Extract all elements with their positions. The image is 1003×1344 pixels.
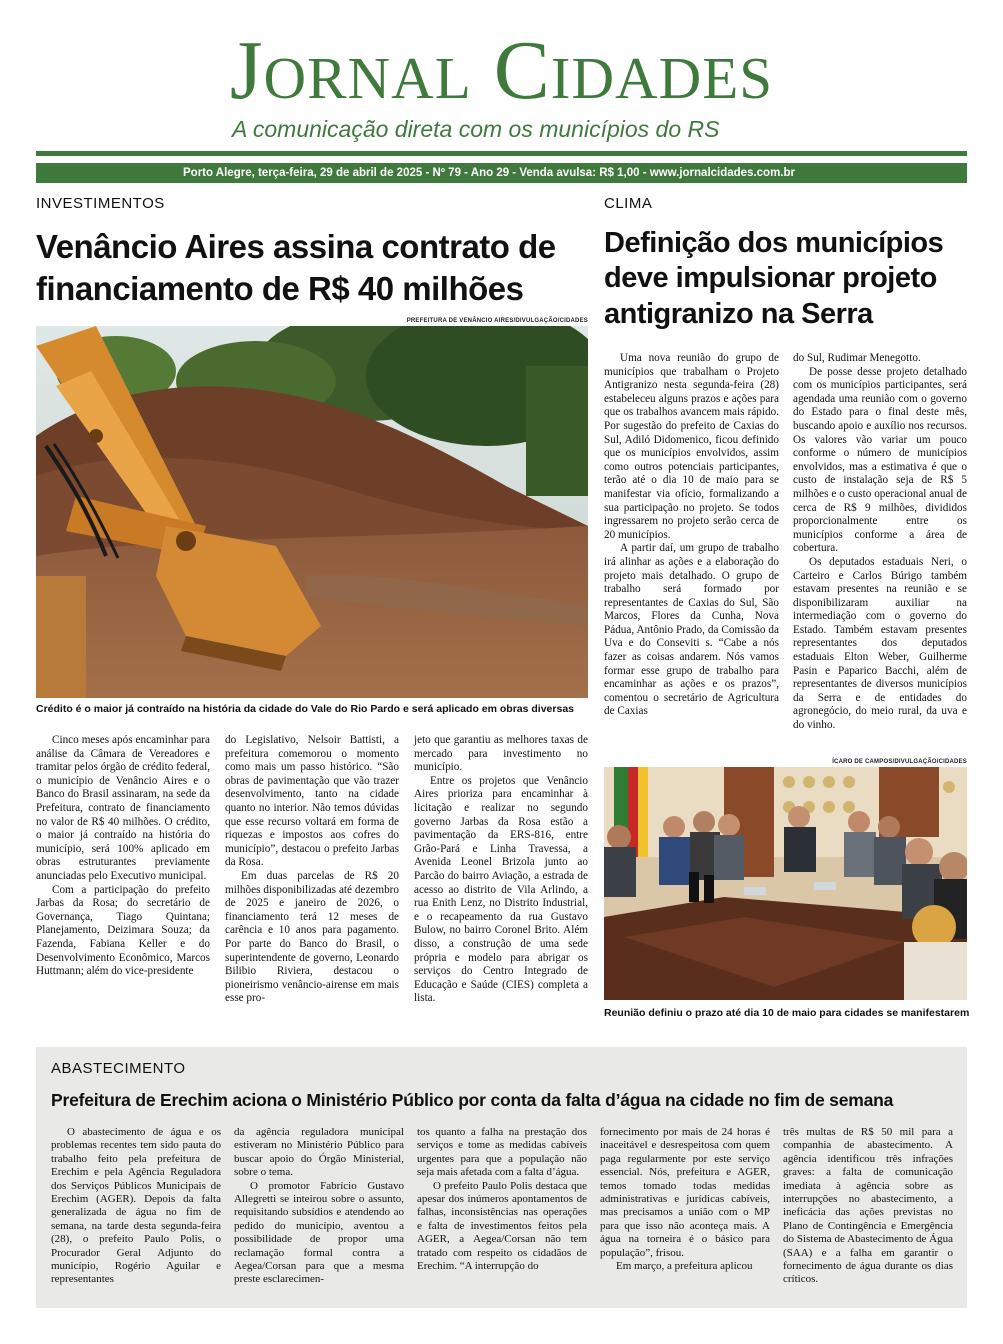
paragraph: Com a participação do prefeito Jarbas da Rosa; do secretário de Governança, Tiago Quintana; Planejamento, Deizimara Souza; da Fazenda, Fabiana Keller e do Desenvolvimento Econômico, Marcos Huttmann; além do vice-presidente	[36, 883, 210, 978]
article-column-abastecimento-1	[51, 1126, 221, 1287]
paragraph: do Legislativo, Nelsoir Battisti, a prefeitura comemorou o momento como mais um passo histórico. “São obras de pavimentação que vão trazer desenvolvimento, tanto na cidade quanto no interior. Não temos dúvidas que esse recurso voltará em forma de riquezas e impostos aos cofres do município”, destacou o prefeito Jarbas da Rosa.	[225, 734, 399, 869]
paragraph: jeto que garantiu as melhores taxas de mercado para investimento no município.	[414, 734, 588, 774]
photo-credit-investimentos: PREFEITURA DE VENÂNCIO AIRES/DIVULGAÇÃO/CIDADES	[406, 318, 588, 324]
meeting-photo	[604, 767, 967, 1000]
dateline-bar: Porto Alegre, terça-feira, 29 de abril de 2025 - Nº 79 - Ano 29 - Venda avulsa: R$ 1,00 - www.jornalcidades.com.br	[36, 163, 967, 183]
article-column-clima-2	[793, 352, 967, 733]
paragraph: Os deputados estaduais Neri, o Carteiro e Carlos Búrigo também estavam presentes na reunião e se disponibilizaram auxiliar na intermediação com o governo do Estado. Também estavam presentes representantes dos deputados estaduais Elton Weber, Guilherme Pasin e Paparico Bacchi, além de representantes de diversos municípios da Serra e de entidades do agronegócio, do meio rural, da uva e do vinho.	[793, 555, 967, 732]
headline-investimentos: Venâncio Aires assina contrato de financiamento de R$ 40 milhões	[36, 228, 556, 308]
section-label-investimentos: INVESTIMENTOS	[36, 195, 165, 212]
paragraph: O promotor Fabrício Gustavo Allegretti se inteirou sobre o assunto, requisitando subsídios e atendendo ao pedido do município, aventou a possibilidade de propor uma reclamação formal contra a Aegea/Corsan para que a mesma preste esclarecimen-	[234, 1179, 404, 1286]
masthead-title: Jornal Cidades	[229, 24, 774, 117]
paragraph: Uma nova reunião do grupo de municípios que trabalham o Projeto Antigranizo nesta segunda-feira (28) estabeleceu alguns prazos e ações para que os trabalhos avancem mais rápido. Por sugestão do prefeito de Caxias do Sul, Adiló Didomenico, ficou definido que os municípios envolvidos, assim como outros potenciais participantes, terão até o dia 10 de maio para se manifestar via ofício, formalizando a sua participação no projeto. Se todos ingressarem no projeto serão cerca de 20 municípios.	[604, 352, 779, 541]
headline-abastecimento: Prefeitura de Erechim aciona o Ministério Público por conta da falta d’água na cidade no fim de semana	[51, 1090, 894, 1110]
photo-caption-clima: Reunião definiu o prazo até dia 10 de maio para cidades se manifestarem	[604, 1007, 970, 1019]
paragraph: fornecimento por mais de 24 horas é inaceitável e desrespeitosa com quem paga regularmente por este serviço essencial. Nós, prefeitura e AGER, temos tomado todas medidas administrativas e jurídicas cabíveis, mas precisamos a união com o MP para que isso não aconteça mais. A água na torneira é o básico para população”, frisou.	[600, 1126, 770, 1259]
article-column-clima-1	[604, 352, 779, 719]
section-label-abastecimento: ABASTECIMENTO	[51, 1060, 186, 1077]
article-column-abastecimento-2	[234, 1126, 404, 1287]
article-column-investimentos-1	[36, 734, 210, 979]
paragraph: A partir daí, um grupo de trabalho irá alinhar as ações e a elaboração do projeto mais detalhado. O grupo de trabalho será formado por representantes de Caxias do Sul, São Marcos, Flores da Cunha, Nova Pádua, Antônio Prado, da Comissão da Uva e do Conseviti s. “Cabe a nós fazer as coisas andarem. Nós vamos formar esse grupo de trabalho para encaminhar as ações e os prazos”, comentou o secretário de Agricultura de Caxias	[604, 542, 779, 718]
article-column-investimentos-2	[225, 734, 399, 1006]
meeting-photo-illustration	[604, 767, 967, 1000]
paragraph: Cinco meses após encaminhar para análise da Câmara de Vereadores e tramitar pelos órgão de crédito federal, o município de Venâncio Aires e o Banco do Brasil assinaram, na sede da Prefeitura, contrato de financiamento no valor de R$ 40 milhões. O crédito, o maior já contraído na história do município, será 100% aplicado em obras estruturantes previamente anunciadas pelo Executivo municipal.	[36, 734, 210, 882]
masthead-rule	[36, 151, 967, 156]
article-column-abastecimento-5	[783, 1126, 953, 1287]
paragraph: tos quanto a falha na prestação dos serviços e tome as medidas cabíveis urgentes para que a população não seja mais afetada com a falta d’água.	[417, 1126, 587, 1179]
paragraph: do Sul, Rudimar Menegotto.	[793, 352, 921, 364]
headline-clima: Definição dos municípios deve impulsionar projeto antigranizo na Serra	[604, 227, 944, 330]
paragraph: Em duas parcelas de R$ 20 milhões disponibilizadas até dezembro de 2025 e janeiro de 2026, o financiamento terá 12 meses de carência e 10 anos para pagamento. Por parte do Banco do Brasil, o superintendente de governo, Leonardo Bilibio Riviera, destacou o pioneirismo venâncio-airense em mais esse pro-	[225, 869, 399, 1005]
excavator-photo-illustration	[36, 326, 588, 698]
paragraph: Entre os projetos que Venâncio Aires prioriza para encaminhar à licitação e realizar no segundo governo Jarbas da Rosa estão a pavimentação da ERS-816, entre Grão-Pará e Linha Travessa, a Avenida Leonel Brizola junto ao Parcão do bairro Aviação, a estrada de acesso ao distrito de Vila Arlindo, a rua Enith Lenz, no Distrito Industrial, e o recapeamento da rua Gustavo Bulow, no bairro Coronel Brito. Além disso, a construção de uma sede própria e modelo para abrigar os serviços do Centro Integrado de Educação e Saúde (CIES) completa a lista.	[414, 774, 588, 1005]
paragraph: O prefeito Paulo Polis destaca que apesar dos inúmeros apontamentos de falhas, inconsistências nas operações e falta de investimentos feitos pela AGER, a Aegea/Corsan não tem tratado com respeito os cidadãos de Erechim. “A interrupção do	[417, 1179, 587, 1273]
paragraph: da agência reguladora municipal estiveram no Ministério Público para buscar apoio do Órgão Ministerial, sobre o tema.	[234, 1126, 404, 1179]
masthead-tagline: A comunicação direta com os municípios do RS	[232, 116, 720, 142]
article-column-abastecimento-3	[417, 1126, 587, 1273]
excavator-photo	[36, 326, 588, 698]
photo-credit-clima: ÍCARO DE CAMPOS/DIVULGAÇÃO/CIDADES	[832, 759, 967, 765]
paragraph: De posse desse projeto detalhado com os municípios participantes, será agendada uma reunião com o governo do Estado para o final deste mês, buscando apoio e auxílio nos recursos. Os valores vão variar um pouco conforme o número de municípios envolvidos, mas a estimativa é que o custo de instalação seja de R$ 5 milhões e o custo operacional anual de cerca de R$ 9 milhões, divididos proporcionalmente entre os municípios conforme a área de cobertura.	[793, 365, 967, 555]
article-column-abastecimento-4	[600, 1126, 770, 1273]
paragraph: três multas de R$ 50 mil para a companhia de abastecimento. A agência identificou três infrações graves: a falta de comunicação imediata à agência sobre as interrupções no abastecimento, a ineficácia das ações previstas no Plano de Contingência e Emergência do Sistema de Abastecimento de Água (SAA) e a falha em garantir o fornecimento de água durante os dias críticos.	[783, 1126, 953, 1286]
paragraph: O abastecimento de água e os problemas recentes tem sido pauta do trabalho feito pela prefeitura de Erechim e pela Agência Reguladora dos Serviços Públicos Municipais de Erechim (AGER). Depois da falta generalizada de água no fim de semana, na tarde desta segunda-feira (28), o prefeito Paulo Polis, o Procurador Geral Adjunto do município, Rogério Aguilar e representantes	[51, 1126, 221, 1286]
section-label-clima: CLIMA	[604, 195, 653, 212]
article-column-investimentos-3	[414, 734, 588, 1006]
photo-caption-investimentos: Crédito é o maior já contraído na história da cidade do Vale do Rio Pardo e será aplicado em obras diversas	[36, 703, 574, 715]
paragraph: Em março, a prefeitura aplicou	[616, 1260, 753, 1273]
